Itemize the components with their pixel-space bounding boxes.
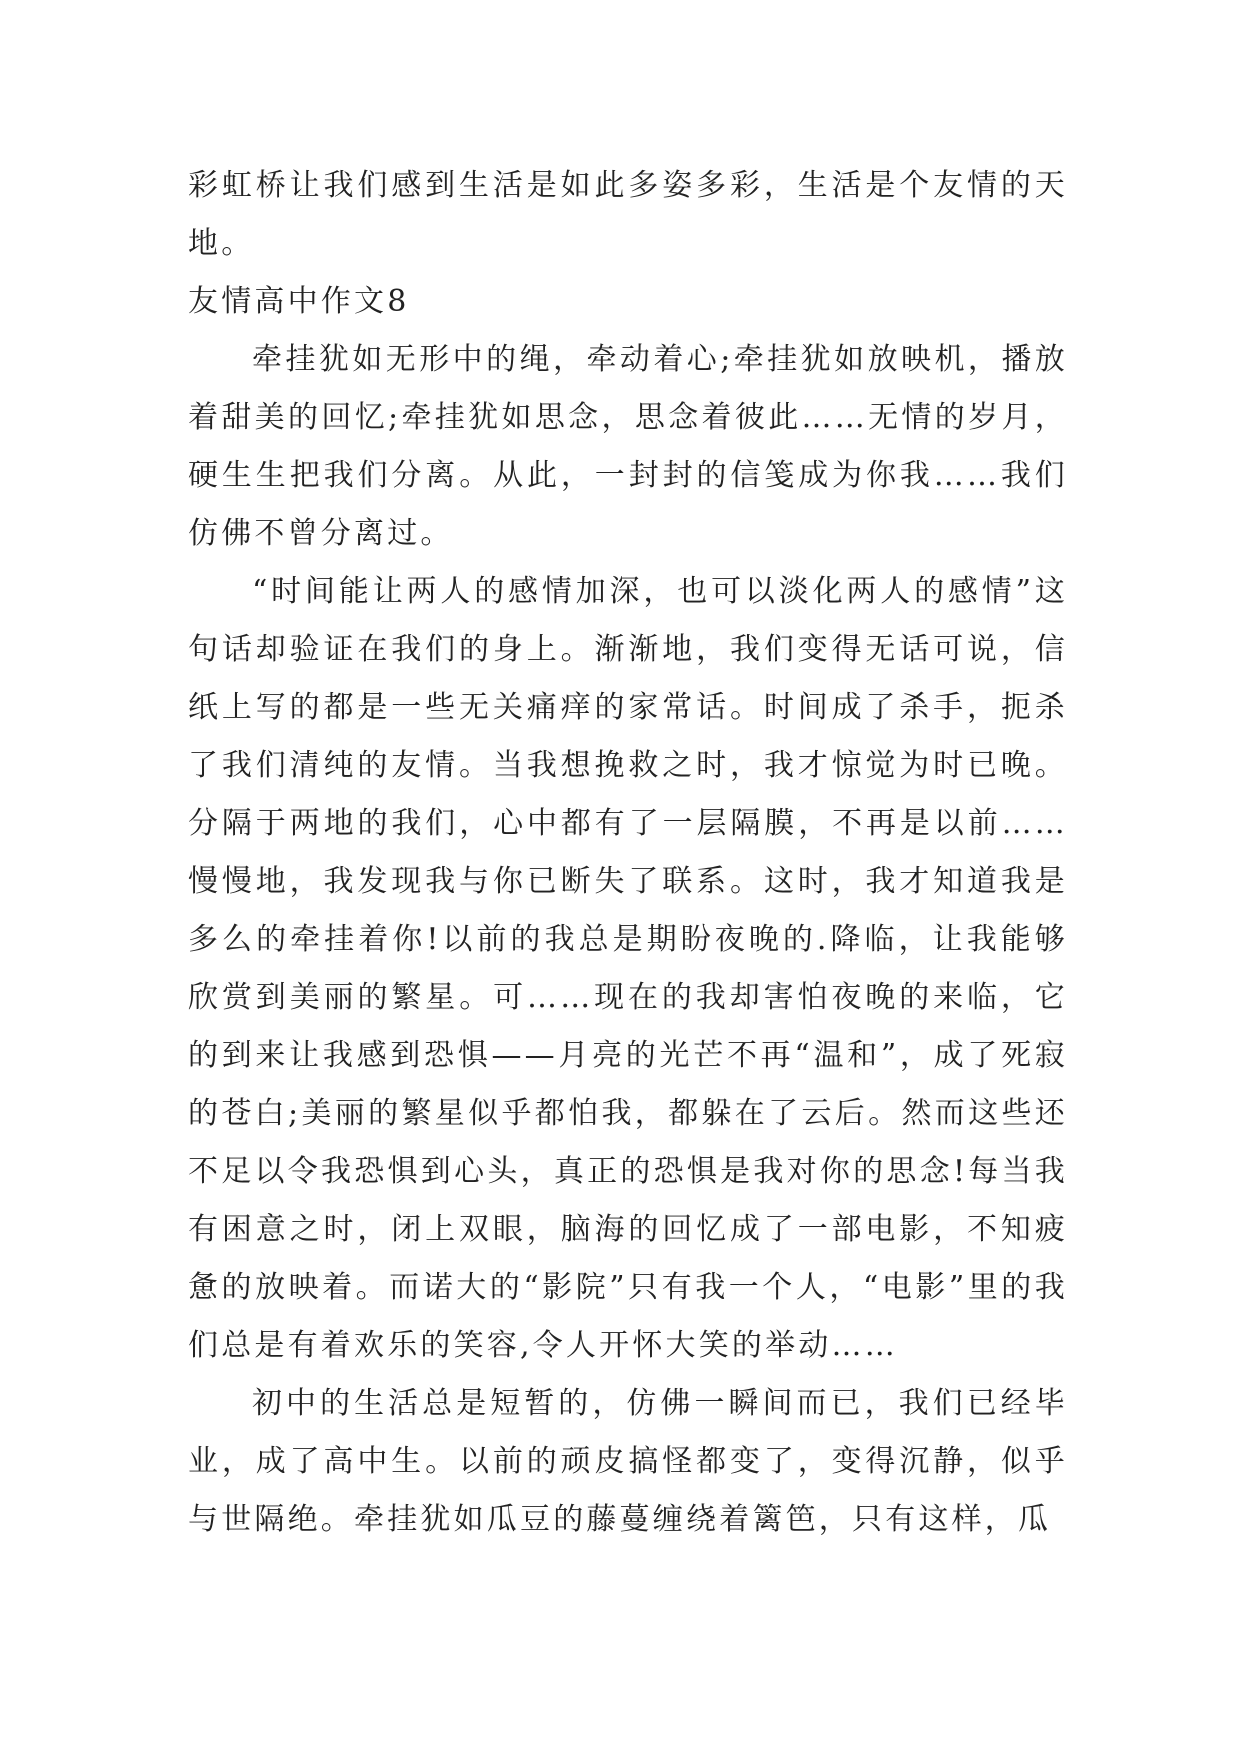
paragraph-time: “时间能让两人的感情加深，也可以淡化两人的感情”这句话却验证在我们的身上。渐渐地，我们变得无话可说，信纸上写的都是一些无关痛痒的家常话。时间成了杀手，扼杀了我们清纯的友情。当我想挽救之时，我才惊觉为时已晚。分隔于两地的我们，心中都有了一层隔膜，不再是以前……慢慢地，我发现我与你已断失了联系。这时，我才知道我是多么的牵挂着你!以前的我总是期盼夜晚的.降临，让我能够欣赏到美丽的繁星。可……现在的我却害怕夜晚的来临，它的到来让我感到恐惧——月亮的光芒不再“温和”，成了死寂的苍白;美丽的繁星似乎都怕我，都躲在了云后。然而这些还不足以令我恐惧到心头，真正的恐惧是我对你的思念!每当我有困意之时，闭上双眼，脑海的回忆成了一部电影，不知疲惫的放映着。而诺大的“影院”只有我一个人，“电影”里的我们总是有着欢乐的笑容,令人开怀大笑的举动…… xyxy=(188,574,1068,1363)
paragraph-missing: 牵挂犹如无形中的绳，牵动着心;牵挂犹如放映机，播放着甜美的回忆;牵挂犹如思念，思念着彼此……无情的岁月，硬生生把我们分离。从此，一封封的信笺成为你我……我们仿佛不曾分离过。 xyxy=(188,342,1068,551)
paragraph-junior-high: 初中的生活总是短暂的，仿佛一瞬间而已，我们已经毕业，成了高中生。以前的顽皮搞怪都变了，变得沉静，似乎与世隔绝。牵挂犹如瓜豆的藤蔓缠绕着篱笆，只有这样，瓜 xyxy=(188,1386,1068,1537)
section-heading: 友情高中作文8 xyxy=(188,284,410,319)
document-body xyxy=(188,157,1068,1549)
paragraph-rainbow-bridge: 彩虹桥让我们感到生活是如此多姿多彩，生活是个友情的天地。 xyxy=(188,168,1068,261)
